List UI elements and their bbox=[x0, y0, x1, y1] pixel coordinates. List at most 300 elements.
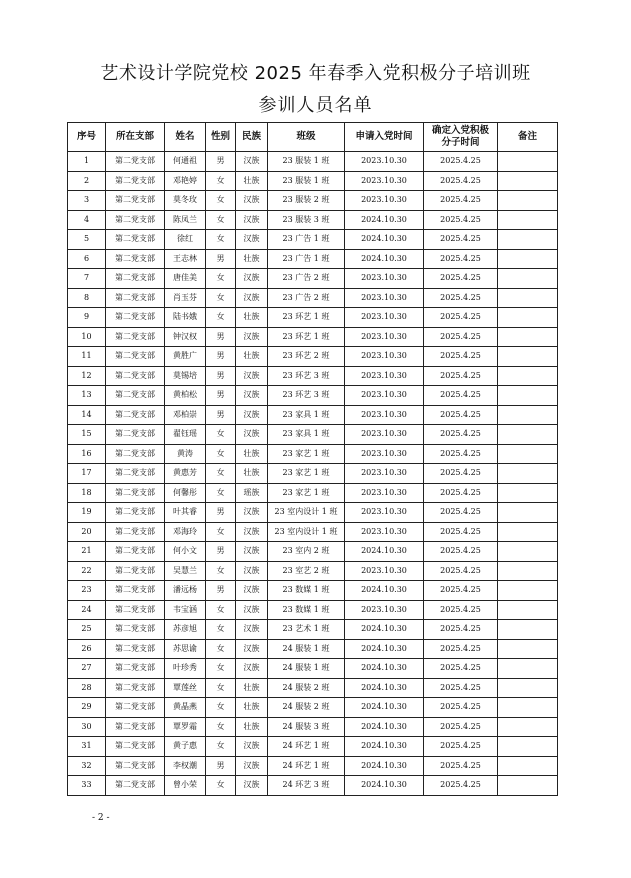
cell-ethnicity: 壮族 bbox=[236, 717, 268, 737]
cell-remarks bbox=[498, 737, 558, 757]
cell-activist-date: 2025.4.25 bbox=[424, 483, 498, 503]
cell-activist-date: 2025.4.25 bbox=[424, 503, 498, 523]
table-row bbox=[68, 210, 558, 230]
cell-class: 24 服装 3 班 bbox=[268, 717, 345, 737]
cell-apply-date: 2023.10.30 bbox=[345, 425, 424, 445]
cell-apply-date: 2023.10.30 bbox=[345, 444, 424, 464]
cell-remarks bbox=[498, 561, 558, 581]
cell-activist-date: 2025.4.25 bbox=[424, 522, 498, 542]
table-row bbox=[68, 308, 558, 328]
cell-activist-date: 2025.4.25 bbox=[424, 542, 498, 562]
cell-name: 陈凤兰 bbox=[165, 210, 206, 230]
cell-activist-date: 2025.4.25 bbox=[424, 776, 498, 796]
cell-branch: 第二党支部 bbox=[106, 191, 165, 211]
cell-ethnicity: 壮族 bbox=[236, 678, 268, 698]
cell-ethnicity: 壮族 bbox=[236, 464, 268, 484]
cell-gender: 女 bbox=[206, 210, 236, 230]
cell-gender: 女 bbox=[206, 561, 236, 581]
cell-class: 24 环艺 1 班 bbox=[268, 756, 345, 776]
cell-gender: 女 bbox=[206, 698, 236, 718]
cell-name: 邓海玲 bbox=[165, 522, 206, 542]
cell-name: 苏思谕 bbox=[165, 639, 206, 659]
cell-remarks bbox=[498, 503, 558, 523]
cell-class: 23 家艺 1 班 bbox=[268, 464, 345, 484]
cell-class: 23 环艺 1 班 bbox=[268, 308, 345, 328]
cell-gender: 女 bbox=[206, 308, 236, 328]
cell-index: 21 bbox=[68, 542, 106, 562]
cell-branch: 第二党支部 bbox=[106, 639, 165, 659]
cell-apply-date: 2023.10.30 bbox=[345, 191, 424, 211]
cell-index: 3 bbox=[68, 191, 106, 211]
cell-ethnicity: 汉族 bbox=[236, 210, 268, 230]
cell-gender: 女 bbox=[206, 717, 236, 737]
cell-name: 苏彦旭 bbox=[165, 620, 206, 640]
table-row bbox=[68, 717, 558, 737]
roster-body bbox=[68, 152, 558, 796]
table-row bbox=[68, 425, 558, 445]
cell-branch: 第二党支部 bbox=[106, 230, 165, 250]
cell-gender: 男 bbox=[206, 581, 236, 601]
cell-apply-date: 2024.10.30 bbox=[345, 249, 424, 269]
table-row bbox=[68, 386, 558, 406]
cell-gender: 女 bbox=[206, 444, 236, 464]
cell-ethnicity: 壮族 bbox=[236, 171, 268, 191]
cell-activist-date: 2025.4.25 bbox=[424, 698, 498, 718]
table-row bbox=[68, 561, 558, 581]
cell-branch: 第二党支部 bbox=[106, 737, 165, 757]
cell-activist-date: 2025.4.25 bbox=[424, 678, 498, 698]
cell-ethnicity: 汉族 bbox=[236, 756, 268, 776]
cell-remarks bbox=[498, 327, 558, 347]
cell-index: 17 bbox=[68, 464, 106, 484]
cell-activist-date: 2025.4.25 bbox=[424, 152, 498, 172]
table-row bbox=[68, 639, 558, 659]
cell-gender: 男 bbox=[206, 756, 236, 776]
cell-class: 23 家具 1 班 bbox=[268, 425, 345, 445]
cell-activist-date: 2025.4.25 bbox=[424, 464, 498, 484]
cell-gender: 女 bbox=[206, 639, 236, 659]
cell-name: 吴慧兰 bbox=[165, 561, 206, 581]
cell-name: 王志林 bbox=[165, 249, 206, 269]
cell-branch: 第二党支部 bbox=[106, 503, 165, 523]
cell-remarks bbox=[498, 171, 558, 191]
cell-name: 陆书娥 bbox=[165, 308, 206, 328]
cell-activist-date: 2025.4.25 bbox=[424, 717, 498, 737]
cell-branch: 第二党支部 bbox=[106, 756, 165, 776]
cell-gender: 女 bbox=[206, 191, 236, 211]
cell-activist-date: 2025.4.25 bbox=[424, 737, 498, 757]
table-row bbox=[68, 464, 558, 484]
cell-apply-date: 2024.10.30 bbox=[345, 678, 424, 698]
cell-apply-date: 2024.10.30 bbox=[345, 581, 424, 601]
cell-remarks bbox=[498, 756, 558, 776]
cell-name: 覃莲丝 bbox=[165, 678, 206, 698]
table-row bbox=[68, 347, 558, 367]
cell-class: 23 室艺 2 班 bbox=[268, 561, 345, 581]
cell-remarks bbox=[498, 776, 558, 796]
cell-activist-date: 2025.4.25 bbox=[424, 444, 498, 464]
table-row bbox=[68, 698, 558, 718]
table-row bbox=[68, 542, 558, 562]
table-row bbox=[68, 191, 558, 211]
cell-ethnicity: 汉族 bbox=[236, 659, 268, 679]
cell-ethnicity: 汉族 bbox=[236, 405, 268, 425]
table-row bbox=[68, 327, 558, 347]
table-row bbox=[68, 600, 558, 620]
col-header-apply-date: 申请入党时间 bbox=[345, 123, 424, 152]
cell-ethnicity: 壮族 bbox=[236, 444, 268, 464]
cell-ethnicity: 汉族 bbox=[236, 600, 268, 620]
table-row bbox=[68, 288, 558, 308]
cell-name: 何馨彤 bbox=[165, 483, 206, 503]
cell-branch: 第二党支部 bbox=[106, 269, 165, 289]
cell-gender: 女 bbox=[206, 678, 236, 698]
cell-index: 2 bbox=[68, 171, 106, 191]
cell-activist-date: 2025.4.25 bbox=[424, 620, 498, 640]
cell-gender: 女 bbox=[206, 464, 236, 484]
cell-branch: 第二党支部 bbox=[106, 483, 165, 503]
cell-name: 徐红 bbox=[165, 230, 206, 250]
cell-index: 23 bbox=[68, 581, 106, 601]
cell-remarks bbox=[498, 425, 558, 445]
cell-gender: 女 bbox=[206, 522, 236, 542]
cell-class: 23 服装 1 班 bbox=[268, 152, 345, 172]
cell-index: 19 bbox=[68, 503, 106, 523]
cell-name: 翟钰瑶 bbox=[165, 425, 206, 445]
cell-gender: 男 bbox=[206, 386, 236, 406]
cell-gender: 女 bbox=[206, 425, 236, 445]
cell-class: 23 服装 3 班 bbox=[268, 210, 345, 230]
cell-gender: 女 bbox=[206, 288, 236, 308]
table-row bbox=[68, 659, 558, 679]
cell-name: 李权潮 bbox=[165, 756, 206, 776]
table-row bbox=[68, 737, 558, 757]
cell-class: 23 环艺 3 班 bbox=[268, 366, 345, 386]
cell-class: 23 服装 1 班 bbox=[268, 171, 345, 191]
cell-name: 肖玉芬 bbox=[165, 288, 206, 308]
cell-name: 潘远杨 bbox=[165, 581, 206, 601]
cell-ethnicity: 汉族 bbox=[236, 191, 268, 211]
cell-class: 23 家艺 1 班 bbox=[268, 444, 345, 464]
cell-branch: 第二党支部 bbox=[106, 288, 165, 308]
cell-name: 何通祖 bbox=[165, 152, 206, 172]
cell-branch: 第二党支部 bbox=[106, 717, 165, 737]
cell-name: 钟汉权 bbox=[165, 327, 206, 347]
cell-name: 莫冬玫 bbox=[165, 191, 206, 211]
col-header-remarks: 备注 bbox=[498, 123, 558, 152]
cell-remarks bbox=[498, 600, 558, 620]
cell-branch: 第二党支部 bbox=[106, 347, 165, 367]
cell-branch: 第二党支部 bbox=[106, 659, 165, 679]
cell-activist-date: 2025.4.25 bbox=[424, 327, 498, 347]
table-row bbox=[68, 776, 558, 796]
col-header-gender: 性别 bbox=[206, 123, 236, 152]
cell-index: 27 bbox=[68, 659, 106, 679]
cell-apply-date: 2024.10.30 bbox=[345, 230, 424, 250]
cell-gender: 女 bbox=[206, 737, 236, 757]
cell-ethnicity: 汉族 bbox=[236, 522, 268, 542]
cell-ethnicity: 汉族 bbox=[236, 386, 268, 406]
cell-gender: 男 bbox=[206, 503, 236, 523]
cell-remarks bbox=[498, 191, 558, 211]
cell-class: 23 广告 2 班 bbox=[268, 269, 345, 289]
cell-branch: 第二党支部 bbox=[106, 405, 165, 425]
cell-ethnicity: 汉族 bbox=[236, 152, 268, 172]
table-row bbox=[68, 230, 558, 250]
cell-name: 叶其睿 bbox=[165, 503, 206, 523]
cell-remarks bbox=[498, 698, 558, 718]
cell-gender: 男 bbox=[206, 405, 236, 425]
cell-class: 24 服装 2 班 bbox=[268, 678, 345, 698]
cell-gender: 女 bbox=[206, 483, 236, 503]
cell-index: 30 bbox=[68, 717, 106, 737]
cell-name: 黄胜广 bbox=[165, 347, 206, 367]
cell-gender: 男 bbox=[206, 327, 236, 347]
cell-class: 23 服装 2 班 bbox=[268, 191, 345, 211]
col-header-ethnicity: 民族 bbox=[236, 123, 268, 152]
cell-index: 24 bbox=[68, 600, 106, 620]
table-row bbox=[68, 249, 558, 269]
cell-gender: 男 bbox=[206, 249, 236, 269]
cell-branch: 第二党支部 bbox=[106, 678, 165, 698]
cell-name: 莫锡培 bbox=[165, 366, 206, 386]
cell-activist-date: 2025.4.25 bbox=[424, 210, 498, 230]
cell-apply-date: 2024.10.30 bbox=[345, 210, 424, 230]
cell-ethnicity: 壮族 bbox=[236, 347, 268, 367]
cell-branch: 第二党支部 bbox=[106, 425, 165, 445]
cell-class: 23 室内设计 1 班 bbox=[268, 503, 345, 523]
cell-apply-date: 2023.10.30 bbox=[345, 600, 424, 620]
cell-index: 4 bbox=[68, 210, 106, 230]
cell-gender: 女 bbox=[206, 230, 236, 250]
cell-name: 覃罗霜 bbox=[165, 717, 206, 737]
cell-gender: 男 bbox=[206, 366, 236, 386]
cell-remarks bbox=[498, 230, 558, 250]
cell-class: 23 广告 1 班 bbox=[268, 230, 345, 250]
cell-class: 23 室内 2 班 bbox=[268, 542, 345, 562]
cell-apply-date: 2023.10.30 bbox=[345, 171, 424, 191]
cell-index: 20 bbox=[68, 522, 106, 542]
cell-class: 23 广告 1 班 bbox=[268, 249, 345, 269]
cell-index: 1 bbox=[68, 152, 106, 172]
cell-activist-date: 2025.4.25 bbox=[424, 249, 498, 269]
cell-index: 10 bbox=[68, 327, 106, 347]
cell-name: 叶珍秀 bbox=[165, 659, 206, 679]
cell-apply-date: 2024.10.30 bbox=[345, 737, 424, 757]
cell-activist-date: 2025.4.25 bbox=[424, 366, 498, 386]
col-header-class: 班级 bbox=[268, 123, 345, 152]
cell-apply-date: 2023.10.30 bbox=[345, 386, 424, 406]
cell-index: 16 bbox=[68, 444, 106, 464]
cell-index: 18 bbox=[68, 483, 106, 503]
cell-index: 31 bbox=[68, 737, 106, 757]
cell-ethnicity: 壮族 bbox=[236, 308, 268, 328]
cell-remarks bbox=[498, 659, 558, 679]
cell-apply-date: 2023.10.30 bbox=[345, 269, 424, 289]
cell-remarks bbox=[498, 210, 558, 230]
table-row bbox=[68, 405, 558, 425]
cell-remarks bbox=[498, 366, 558, 386]
cell-gender: 女 bbox=[206, 171, 236, 191]
cell-class: 23 数媒 1 班 bbox=[268, 581, 345, 601]
col-header-name: 姓名 bbox=[165, 123, 206, 152]
cell-apply-date: 2024.10.30 bbox=[345, 698, 424, 718]
cell-class: 24 服装 2 班 bbox=[268, 698, 345, 718]
cell-index: 26 bbox=[68, 639, 106, 659]
cell-index: 13 bbox=[68, 386, 106, 406]
cell-branch: 第二党支部 bbox=[106, 522, 165, 542]
cell-index: 15 bbox=[68, 425, 106, 445]
cell-activist-date: 2025.4.25 bbox=[424, 269, 498, 289]
cell-index: 29 bbox=[68, 698, 106, 718]
cell-remarks bbox=[498, 542, 558, 562]
table-row bbox=[68, 366, 558, 386]
cell-ethnicity: 壮族 bbox=[236, 698, 268, 718]
cell-branch: 第二党支部 bbox=[106, 698, 165, 718]
cell-name: 黄子惠 bbox=[165, 737, 206, 757]
cell-branch: 第二党支部 bbox=[106, 620, 165, 640]
cell-class: 23 环艺 1 班 bbox=[268, 327, 345, 347]
cell-remarks bbox=[498, 483, 558, 503]
cell-branch: 第二党支部 bbox=[106, 581, 165, 601]
cell-ethnicity: 汉族 bbox=[236, 561, 268, 581]
cell-name: 邓柏崇 bbox=[165, 405, 206, 425]
cell-remarks bbox=[498, 717, 558, 737]
cell-activist-date: 2025.4.25 bbox=[424, 659, 498, 679]
cell-remarks bbox=[498, 581, 558, 601]
table-row bbox=[68, 503, 558, 523]
cell-remarks bbox=[498, 308, 558, 328]
cell-gender: 男 bbox=[206, 152, 236, 172]
table-row bbox=[68, 444, 558, 464]
cell-branch: 第二党支部 bbox=[106, 542, 165, 562]
cell-branch: 第二党支部 bbox=[106, 327, 165, 347]
cell-class: 24 服装 1 班 bbox=[268, 639, 345, 659]
cell-ethnicity: 汉族 bbox=[236, 230, 268, 250]
cell-index: 25 bbox=[68, 620, 106, 640]
cell-apply-date: 2024.10.30 bbox=[345, 756, 424, 776]
cell-ethnicity: 汉族 bbox=[236, 581, 268, 601]
cell-class: 23 环艺 2 班 bbox=[268, 347, 345, 367]
cell-name: 黄柏松 bbox=[165, 386, 206, 406]
cell-apply-date: 2024.10.30 bbox=[345, 659, 424, 679]
cell-apply-date: 2023.10.30 bbox=[345, 503, 424, 523]
cell-apply-date: 2023.10.30 bbox=[345, 522, 424, 542]
cell-remarks bbox=[498, 620, 558, 640]
cell-activist-date: 2025.4.25 bbox=[424, 288, 498, 308]
cell-remarks bbox=[498, 639, 558, 659]
table-row bbox=[68, 171, 558, 191]
cell-remarks bbox=[498, 464, 558, 484]
cell-activist-date: 2025.4.25 bbox=[424, 639, 498, 659]
cell-apply-date: 2023.10.30 bbox=[345, 561, 424, 581]
cell-activist-date: 2025.4.25 bbox=[424, 308, 498, 328]
cell-class: 23 艺术 1 班 bbox=[268, 620, 345, 640]
cell-name: 曾小荣 bbox=[165, 776, 206, 796]
cell-branch: 第二党支部 bbox=[106, 600, 165, 620]
cell-index: 28 bbox=[68, 678, 106, 698]
cell-name: 邓艳婷 bbox=[165, 171, 206, 191]
cell-branch: 第二党支部 bbox=[106, 308, 165, 328]
cell-activist-date: 2025.4.25 bbox=[424, 600, 498, 620]
cell-ethnicity: 汉族 bbox=[236, 639, 268, 659]
cell-ethnicity: 汉族 bbox=[236, 288, 268, 308]
cell-activist-date: 2025.4.25 bbox=[424, 561, 498, 581]
table-row bbox=[68, 581, 558, 601]
cell-remarks bbox=[498, 522, 558, 542]
cell-ethnicity: 汉族 bbox=[236, 776, 268, 796]
cell-remarks bbox=[498, 288, 558, 308]
cell-branch: 第二党支部 bbox=[106, 464, 165, 484]
cell-class: 23 家艺 1 班 bbox=[268, 483, 345, 503]
document-subtitle: 参训人员名单 bbox=[258, 95, 373, 116]
cell-class: 23 室内设计 1 班 bbox=[268, 522, 345, 542]
cell-branch: 第二党支部 bbox=[106, 171, 165, 191]
cell-activist-date: 2025.4.25 bbox=[424, 756, 498, 776]
roster-table bbox=[67, 122, 558, 796]
cell-class: 23 广告 2 班 bbox=[268, 288, 345, 308]
cell-apply-date: 2023.10.30 bbox=[345, 308, 424, 328]
cell-remarks bbox=[498, 269, 558, 289]
cell-remarks bbox=[498, 152, 558, 172]
cell-branch: 第二党支部 bbox=[106, 249, 165, 269]
table-row bbox=[68, 620, 558, 640]
cell-ethnicity: 汉族 bbox=[236, 542, 268, 562]
cell-index: 14 bbox=[68, 405, 106, 425]
cell-activist-date: 2025.4.25 bbox=[424, 581, 498, 601]
cell-branch: 第二党支部 bbox=[106, 776, 165, 796]
cell-ethnicity: 汉族 bbox=[236, 425, 268, 445]
cell-index: 7 bbox=[68, 269, 106, 289]
cell-gender: 女 bbox=[206, 269, 236, 289]
table-row bbox=[68, 522, 558, 542]
cell-class: 23 数媒 1 班 bbox=[268, 600, 345, 620]
cell-class: 24 环艺 3 班 bbox=[268, 776, 345, 796]
cell-index: 9 bbox=[68, 308, 106, 328]
cell-remarks bbox=[498, 405, 558, 425]
cell-class: 23 家具 1 班 bbox=[268, 405, 345, 425]
cell-ethnicity: 汉族 bbox=[236, 327, 268, 347]
cell-apply-date: 2024.10.30 bbox=[345, 717, 424, 737]
cell-activist-date: 2025.4.25 bbox=[424, 405, 498, 425]
cell-class: 24 服装 1 班 bbox=[268, 659, 345, 679]
cell-activist-date: 2025.4.25 bbox=[424, 425, 498, 445]
cell-activist-date: 2025.4.25 bbox=[424, 171, 498, 191]
document-title: 艺术设计学院党校 2025 年春季入党积极分子培训班 bbox=[100, 63, 531, 84]
cell-apply-date: 2024.10.30 bbox=[345, 620, 424, 640]
cell-apply-date: 2023.10.30 bbox=[345, 405, 424, 425]
cell-remarks bbox=[498, 347, 558, 367]
header-row bbox=[68, 123, 558, 152]
cell-name: 黄惠芳 bbox=[165, 464, 206, 484]
cell-apply-date: 2024.10.30 bbox=[345, 776, 424, 796]
cell-name: 唐佳美 bbox=[165, 269, 206, 289]
cell-apply-date: 2024.10.30 bbox=[345, 542, 424, 562]
col-header-branch: 所在支部 bbox=[106, 123, 165, 152]
col-header-activist-date: 确定入党积极分子时间 bbox=[424, 123, 498, 152]
cell-remarks bbox=[498, 386, 558, 406]
cell-gender: 女 bbox=[206, 600, 236, 620]
cell-apply-date: 2023.10.30 bbox=[345, 152, 424, 172]
cell-ethnicity: 汉族 bbox=[236, 269, 268, 289]
cell-branch: 第二党支部 bbox=[106, 366, 165, 386]
cell-apply-date: 2023.10.30 bbox=[345, 464, 424, 484]
cell-apply-date: 2024.10.30 bbox=[345, 639, 424, 659]
cell-apply-date: 2023.10.30 bbox=[345, 347, 424, 367]
cell-gender: 女 bbox=[206, 620, 236, 640]
table-row bbox=[68, 152, 558, 172]
col-header-index: 序号 bbox=[68, 123, 106, 152]
